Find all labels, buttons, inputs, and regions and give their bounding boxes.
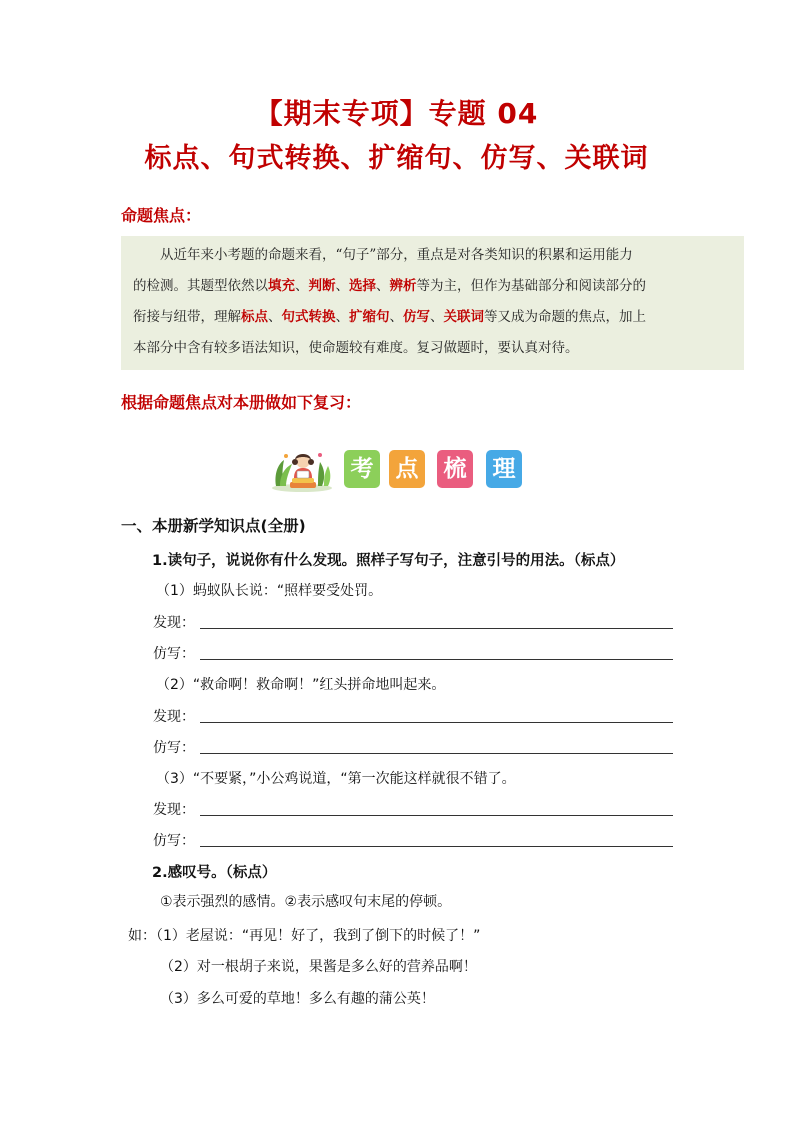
answer-line-found-1[interactable] xyxy=(200,628,673,629)
q1-sentence-3: （3）“不要紧，”小公鸡说道，“第一次能这样就很不错了。 xyxy=(156,771,516,787)
answer-line-found-2[interactable] xyxy=(200,722,673,723)
q1-title: 1.读句子，说说你有什么发现。照样子写句子，注意引号的用法。（标点） xyxy=(152,553,625,569)
example-1: 如：（1）老屋说：“再见！好了，我到了倒下的时候了！” xyxy=(128,928,481,944)
focus-box xyxy=(121,236,744,370)
example-3: （3）多么可爱的草地！多么有趣的蒲公英！ xyxy=(160,991,435,1007)
reading-girl-icon xyxy=(270,446,334,492)
focus-line-1: 从近年来小考题的命题来看，“句子”部分，重点是对各类知识的积累和运用能力 xyxy=(160,247,633,263)
focus-line-4: 本部分中含有较多语法知识，使命题较有难度。复习做题时，要认真对待。 xyxy=(133,340,579,356)
found-label-2: 发现： xyxy=(153,709,195,725)
banner-tile-dian: 点 xyxy=(389,450,425,488)
banner-tile-li: 理 xyxy=(486,450,522,488)
found-label-1: 发现： xyxy=(153,615,195,631)
focus-line-2: 的检测。其题型依然以填充、判断、选择、辨析等为主，但作为基础部分和阅读部分的 xyxy=(133,278,646,294)
banner-tile-shu: 梳 xyxy=(437,450,473,488)
banner-tile-kao: 考 xyxy=(344,450,380,488)
focus-heading: 命题焦点： xyxy=(121,206,202,225)
answer-line-found-3[interactable] xyxy=(200,815,673,816)
page-title: 【期末专项】专题 04 xyxy=(254,97,539,130)
q1-sentence-2: （2）“救命啊！救命啊！”红头拼命地叫起来。 xyxy=(156,677,446,693)
page-subtitle: 标点、句式转换、扩缩句、仿写、关联词 xyxy=(144,143,649,174)
found-label-3: 发现： xyxy=(153,802,195,818)
review-heading: 根据命题焦点对本册做如下复习： xyxy=(121,393,362,412)
q2-description: ①表示强烈的感情。②表示感叹句末尾的停顿。 xyxy=(160,894,452,910)
focus-line-3: 衔接与纽带，理解标点、句式转换、扩缩句、仿写、关联词等又成为命题的焦点，加上 xyxy=(133,309,646,325)
q1-sentence-1: （1）蚂蚁队长说：“照样要受处罚。 xyxy=(156,583,383,599)
section1-heading: 一、本册新学知识点(全册) xyxy=(121,517,306,535)
imitate-label-3: 仿写： xyxy=(153,833,195,849)
kaodian-banner xyxy=(270,446,530,492)
imitate-label-1: 仿写： xyxy=(153,646,195,662)
example-2: （2）对一根胡子来说，果酱是多么好的营养品啊！ xyxy=(160,959,477,975)
answer-line-imitate-3[interactable] xyxy=(200,846,673,847)
q2-title: 2.感叹号。（标点） xyxy=(152,865,277,881)
imitate-label-2: 仿写： xyxy=(153,740,195,756)
answer-line-imitate-1[interactable] xyxy=(200,659,673,660)
answer-line-imitate-2[interactable] xyxy=(200,753,673,754)
